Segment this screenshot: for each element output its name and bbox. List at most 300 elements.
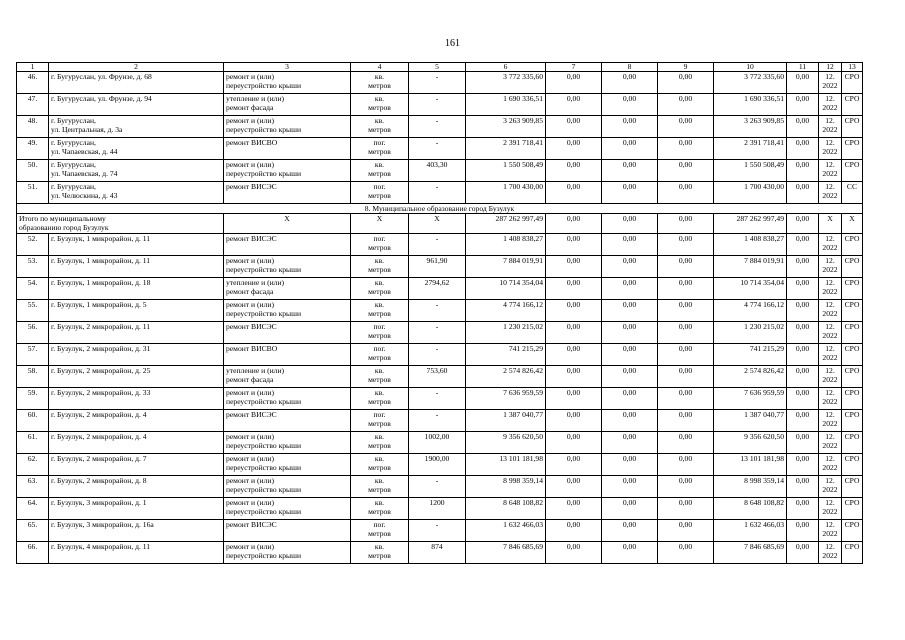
row-number-cell: 54. <box>17 278 49 300</box>
fund-7-cell: 0,00 <box>546 454 602 476</box>
table-row <box>17 256 863 278</box>
total-cost-cell: 1 550 508,49 <box>466 160 546 182</box>
unit-cell: кв. метров <box>351 116 409 138</box>
table-row <box>17 138 863 160</box>
total-cost-cell: 1 387 040,77 <box>466 410 546 432</box>
work-type-cell: ремонт и (или) переустройство крыши <box>224 160 351 182</box>
fund-10-cell: 9 356 620,50 <box>714 432 787 454</box>
work-type-cell: ремонт ВИСЭС <box>224 322 351 344</box>
total-cost-cell: 7 884 019,91 <box>466 256 546 278</box>
quantity-cell: - <box>409 520 466 542</box>
total-c11-cell: 0,00 <box>787 214 819 234</box>
row-number-cell: 65. <box>17 520 49 542</box>
fund-9-cell: 0,00 <box>658 278 714 300</box>
fund-8-cell: 0,00 <box>602 410 658 432</box>
fund-10-cell: 10 714 354,04 <box>714 278 787 300</box>
table-row <box>17 366 863 388</box>
fund-11-cell: 0,00 <box>787 454 819 476</box>
total-total-cell: 287 262 997,49 <box>466 214 546 234</box>
address-cell: г. Бузулук, 1 микрорайон, д. 5 <box>49 300 224 322</box>
address-cell: г. Бузулук, 2 микрорайон, д. 31 <box>49 344 224 366</box>
method-cell: СРО <box>842 410 863 432</box>
table-row <box>17 498 863 520</box>
fund-7-cell: 0,00 <box>546 116 602 138</box>
quantity-cell: - <box>409 344 466 366</box>
page-number: 161 <box>445 38 460 49</box>
quantity-cell: 753,60 <box>409 366 466 388</box>
fund-10-cell: 1 408 838,27 <box>714 234 787 256</box>
table-row <box>17 542 863 564</box>
fund-10-cell: 4 774 166,12 <box>714 300 787 322</box>
address-cell: г. Бугуруслан, ул. Чапаевская, д. 74 <box>49 160 224 182</box>
method-cell: СРО <box>842 256 863 278</box>
completion-date-cell: 12. 2022 <box>819 388 842 410</box>
fund-11-cell: 0,00 <box>787 520 819 542</box>
unit-cell: кв. метров <box>351 94 409 116</box>
fund-11-cell: 0,00 <box>787 72 819 94</box>
total-cost-cell: 3 263 909,85 <box>466 116 546 138</box>
table-row <box>17 388 863 410</box>
fund-10-cell: 1 387 040,77 <box>714 410 787 432</box>
fund-10-cell: 1 230 215,02 <box>714 322 787 344</box>
completion-date-cell: 12. 2022 <box>819 182 842 204</box>
table-row <box>17 116 863 138</box>
fund-11-cell: 0,00 <box>787 410 819 432</box>
method-cell: СРО <box>842 160 863 182</box>
work-type-cell: ремонт ВИСЭС <box>224 182 351 204</box>
fund-9-cell: 0,00 <box>658 300 714 322</box>
work-type-cell: ремонт и (или) переустройство крыши <box>224 388 351 410</box>
unit-cell: кв. метров <box>351 366 409 388</box>
completion-date-cell: 12. 2022 <box>819 160 842 182</box>
fund-8-cell: 0,00 <box>602 182 658 204</box>
address-cell: г. Бузулук, 2 микрорайон, д. 7 <box>49 454 224 476</box>
fund-7-cell: 0,00 <box>546 94 602 116</box>
fund-11-cell: 0,00 <box>787 234 819 256</box>
method-cell: СРО <box>842 234 863 256</box>
fund-11-cell: 0,00 <box>787 160 819 182</box>
total-row <box>17 214 863 234</box>
fund-11-cell: 0,00 <box>787 344 819 366</box>
fund-10-cell: 1 690 336,51 <box>714 94 787 116</box>
fund-9-cell: 0,00 <box>658 366 714 388</box>
total-cost-cell: 1 230 215,02 <box>466 322 546 344</box>
unit-cell: кв. метров <box>351 278 409 300</box>
work-type-cell: ремонт ВИСВО <box>224 138 351 160</box>
unit-cell: пог. метров <box>351 520 409 542</box>
fund-8-cell: 0,00 <box>602 300 658 322</box>
fund-9-cell: 0,00 <box>658 498 714 520</box>
work-type-cell: ремонт и (или) переустройство крыши <box>224 432 351 454</box>
fund-9-cell: 0,00 <box>658 234 714 256</box>
unit-cell: пог. метров <box>351 234 409 256</box>
fund-9-cell: 0,00 <box>658 454 714 476</box>
address-cell: г. Бузулук, 4 микрорайон, д. 11 <box>49 542 224 564</box>
fund-9-cell: 0,00 <box>658 94 714 116</box>
work-type-cell: ремонт и (или) переустройство крыши <box>224 300 351 322</box>
fund-7-cell: 0,00 <box>546 72 602 94</box>
unit-cell: кв. метров <box>351 256 409 278</box>
fund-9-cell: 0,00 <box>658 182 714 204</box>
fund-8-cell: 0,00 <box>602 72 658 94</box>
quantity-cell: 403,30 <box>409 160 466 182</box>
fund-9-cell: 0,00 <box>658 138 714 160</box>
work-type-cell: ремонт ВИСВО <box>224 344 351 366</box>
unit-cell: кв. метров <box>351 498 409 520</box>
quantity-cell: - <box>409 410 466 432</box>
completion-date-cell: 12. 2022 <box>819 344 842 366</box>
total-cost-cell: 4 774 166,12 <box>466 300 546 322</box>
row-number-cell: 48. <box>17 116 49 138</box>
work-type-cell: ремонт ВИСЭС <box>224 520 351 542</box>
fund-9-cell: 0,00 <box>658 542 714 564</box>
fund-8-cell: 0,00 <box>602 234 658 256</box>
completion-date-cell: 12. 2022 <box>819 94 842 116</box>
quantity-cell: 2794,62 <box>409 278 466 300</box>
total-cost-cell: 9 356 620,50 <box>466 432 546 454</box>
total-cost-cell: 1 700 430,00 <box>466 182 546 204</box>
column-number-13: 13 <box>842 63 863 72</box>
table-row <box>17 160 863 182</box>
column-number-2: 2 <box>49 63 224 72</box>
row-number-cell: 66. <box>17 542 49 564</box>
quantity-cell: - <box>409 300 466 322</box>
total-cost-cell: 1 690 336,51 <box>466 94 546 116</box>
fund-10-cell: 1 632 466,03 <box>714 520 787 542</box>
method-cell: СРО <box>842 72 863 94</box>
quantity-cell: 1900,00 <box>409 454 466 476</box>
fund-10-cell: 8 648 108,82 <box>714 498 787 520</box>
fund-7-cell: 0,00 <box>546 234 602 256</box>
total-work-cell: X <box>224 214 351 234</box>
row-number-cell: 52. <box>17 234 49 256</box>
fund-8-cell: 0,00 <box>602 498 658 520</box>
fund-9-cell: 0,00 <box>658 322 714 344</box>
column-number-5: 5 <box>409 63 466 72</box>
column-number-1: 1 <box>17 63 49 72</box>
section-header-row <box>17 204 863 214</box>
total-c9-cell: 0,00 <box>658 214 714 234</box>
fund-8-cell: 0,00 <box>602 344 658 366</box>
fund-8-cell: 0,00 <box>602 432 658 454</box>
total-c10-cell: 287 262 997,49 <box>714 214 787 234</box>
fund-7-cell: 0,00 <box>546 322 602 344</box>
unit-cell: кв. метров <box>351 432 409 454</box>
address-cell: г. Бугуруслан, ул. Фрунзе, д. 94 <box>49 94 224 116</box>
fund-8-cell: 0,00 <box>602 454 658 476</box>
quantity-cell: 874 <box>409 542 466 564</box>
total-cost-cell: 1 408 838,27 <box>466 234 546 256</box>
fund-8-cell: 0,00 <box>602 138 658 160</box>
address-cell: г. Бузулук, 1 микрорайон, д. 11 <box>49 234 224 256</box>
method-cell: СРО <box>842 454 863 476</box>
quantity-cell: - <box>409 234 466 256</box>
method-cell: СРО <box>842 278 863 300</box>
total-cost-cell: 2 391 718,41 <box>466 138 546 160</box>
fund-11-cell: 0,00 <box>787 138 819 160</box>
address-cell: г. Бузулук, 2 микрорайон, д. 11 <box>49 322 224 344</box>
work-type-cell: ремонт и (или) переустройство крыши <box>224 116 351 138</box>
fund-11-cell: 0,00 <box>787 182 819 204</box>
fund-9-cell: 0,00 <box>658 256 714 278</box>
total-unit-cell: X <box>351 214 409 234</box>
work-type-cell: утепление и (или) ремонт фасада <box>224 366 351 388</box>
completion-date-cell: 12. 2022 <box>819 498 842 520</box>
quantity-cell: - <box>409 116 466 138</box>
completion-date-cell: 12. 2022 <box>819 366 842 388</box>
column-number-row <box>17 63 863 72</box>
fund-8-cell: 0,00 <box>602 94 658 116</box>
address-cell: г. Бугуруслан, ул. Челюскина, д. 43 <box>49 182 224 204</box>
quantity-cell: - <box>409 182 466 204</box>
work-type-cell: ремонт и (или) переустройство крыши <box>224 454 351 476</box>
total-cost-cell: 3 772 335,60 <box>466 72 546 94</box>
total-cost-cell: 13 101 181,98 <box>466 454 546 476</box>
row-number-cell: 47. <box>17 94 49 116</box>
fund-10-cell: 741 215,29 <box>714 344 787 366</box>
quantity-cell: 961,90 <box>409 256 466 278</box>
fund-7-cell: 0,00 <box>546 138 602 160</box>
quantity-cell: - <box>409 388 466 410</box>
row-number-cell: 46. <box>17 72 49 94</box>
fund-7-cell: 0,00 <box>546 366 602 388</box>
method-cell: СРО <box>842 432 863 454</box>
completion-date-cell: 12. 2022 <box>819 520 842 542</box>
method-cell: СРО <box>842 388 863 410</box>
method-cell: СРО <box>842 520 863 542</box>
method-cell: СРО <box>842 94 863 116</box>
unit-cell: кв. метров <box>351 72 409 94</box>
work-type-cell: ремонт и (или) переустройство крыши <box>224 498 351 520</box>
fund-9-cell: 0,00 <box>658 160 714 182</box>
row-number-cell: 55. <box>17 300 49 322</box>
fund-10-cell: 7 846 685,69 <box>714 542 787 564</box>
completion-date-cell: 12. 2022 <box>819 410 842 432</box>
total-cost-cell: 7 636 959,59 <box>466 388 546 410</box>
total-cost-cell: 7 846 685,69 <box>466 542 546 564</box>
capital-repair-table <box>16 62 863 564</box>
fund-10-cell: 3 772 335,60 <box>714 72 787 94</box>
quantity-cell: - <box>409 138 466 160</box>
section-title: 8. Муниципальное образование город Бузулук <box>17 204 863 214</box>
fund-7-cell: 0,00 <box>546 278 602 300</box>
table-row <box>17 72 863 94</box>
completion-date-cell: 12. 2022 <box>819 138 842 160</box>
work-type-cell: ремонт и (или) переустройство крыши <box>224 542 351 564</box>
column-number-9: 9 <box>658 63 714 72</box>
total-c7-cell: 0,00 <box>546 214 602 234</box>
column-number-7: 7 <box>546 63 602 72</box>
table-row <box>17 322 863 344</box>
row-number-cell: 49. <box>17 138 49 160</box>
method-cell: СРО <box>842 322 863 344</box>
fund-8-cell: 0,00 <box>602 322 658 344</box>
fund-8-cell: 0,00 <box>602 476 658 498</box>
fund-10-cell: 8 998 359,14 <box>714 476 787 498</box>
method-cell: СРО <box>842 366 863 388</box>
fund-9-cell: 0,00 <box>658 520 714 542</box>
address-cell: г. Бузулук, 3 микрорайон, д. 16а <box>49 520 224 542</box>
work-type-cell: ремонт и (или) переустройство крыши <box>224 256 351 278</box>
unit-cell: пог. метров <box>351 344 409 366</box>
fund-9-cell: 0,00 <box>658 116 714 138</box>
work-type-cell: утепление и (или) ремонт фасада <box>224 278 351 300</box>
fund-7-cell: 0,00 <box>546 388 602 410</box>
fund-11-cell: 0,00 <box>787 432 819 454</box>
completion-date-cell: 12. 2022 <box>819 234 842 256</box>
unit-cell: кв. метров <box>351 160 409 182</box>
table-row <box>17 344 863 366</box>
fund-9-cell: 0,00 <box>658 72 714 94</box>
column-number-4: 4 <box>351 63 409 72</box>
fund-11-cell: 0,00 <box>787 116 819 138</box>
row-number-cell: 60. <box>17 410 49 432</box>
fund-7-cell: 0,00 <box>546 410 602 432</box>
quantity-cell: - <box>409 476 466 498</box>
work-type-cell: ремонт и (или) переустройство крыши <box>224 476 351 498</box>
fund-9-cell: 0,00 <box>658 476 714 498</box>
table-row <box>17 278 863 300</box>
fund-9-cell: 0,00 <box>658 432 714 454</box>
quantity-cell: 1002,00 <box>409 432 466 454</box>
fund-10-cell: 1 700 430,00 <box>714 182 787 204</box>
address-cell: г. Бугуруслан, ул. Фрунзе, д. 68 <box>49 72 224 94</box>
fund-7-cell: 0,00 <box>546 300 602 322</box>
fund-8-cell: 0,00 <box>602 256 658 278</box>
method-cell: СРО <box>842 138 863 160</box>
fund-9-cell: 0,00 <box>658 410 714 432</box>
completion-date-cell: 12. 2022 <box>819 542 842 564</box>
fund-11-cell: 0,00 <box>787 498 819 520</box>
completion-date-cell: 12. 2022 <box>819 278 842 300</box>
fund-11-cell: 0,00 <box>787 256 819 278</box>
unit-cell: кв. метров <box>351 388 409 410</box>
table-row <box>17 94 863 116</box>
total-cost-cell: 8 998 359,14 <box>466 476 546 498</box>
column-number-11: 11 <box>787 63 819 72</box>
row-number-cell: 57. <box>17 344 49 366</box>
row-number-cell: 53. <box>17 256 49 278</box>
method-cell: СРО <box>842 300 863 322</box>
completion-date-cell: 12. 2022 <box>819 256 842 278</box>
fund-10-cell: 7 884 019,91 <box>714 256 787 278</box>
work-type-cell: утепление и (или) ремонт фасада <box>224 94 351 116</box>
total-cost-cell: 1 632 466,03 <box>466 520 546 542</box>
total-date-cell: X <box>819 214 842 234</box>
address-cell: г. Бугуруслан, ул. Центральная, д. 3а <box>49 116 224 138</box>
completion-date-cell: 12. 2022 <box>819 72 842 94</box>
unit-cell: кв. метров <box>351 542 409 564</box>
address-cell: г. Бузулук, 3 микрорайон, д. 1 <box>49 498 224 520</box>
fund-8-cell: 0,00 <box>602 388 658 410</box>
total-label-cell: Итого по муниципальному образованию город Бузулук <box>17 214 224 234</box>
table-row <box>17 234 863 256</box>
fund-11-cell: 0,00 <box>787 300 819 322</box>
fund-11-cell: 0,00 <box>787 542 819 564</box>
table-row <box>17 182 863 204</box>
fund-7-cell: 0,00 <box>546 182 602 204</box>
completion-date-cell: 12. 2022 <box>819 300 842 322</box>
unit-cell: кв. метров <box>351 300 409 322</box>
quantity-cell: 1200 <box>409 498 466 520</box>
fund-11-cell: 0,00 <box>787 94 819 116</box>
row-number-cell: 61. <box>17 432 49 454</box>
address-cell: г. Бузулук, 2 микрорайон, д. 8 <box>49 476 224 498</box>
work-type-cell: ремонт и (или) переустройство крыши <box>224 72 351 94</box>
fund-9-cell: 0,00 <box>658 388 714 410</box>
table-row <box>17 520 863 542</box>
work-type-cell: ремонт ВИСЭС <box>224 410 351 432</box>
address-cell: г. Бузулук, 2 микрорайон, д. 4 <box>49 410 224 432</box>
fund-8-cell: 0,00 <box>602 366 658 388</box>
fund-8-cell: 0,00 <box>602 542 658 564</box>
quantity-cell: - <box>409 322 466 344</box>
column-number-10: 10 <box>714 63 787 72</box>
total-cost-cell: 10 714 354,04 <box>466 278 546 300</box>
total-c8-cell: 0,00 <box>602 214 658 234</box>
unit-cell: кв. метров <box>351 476 409 498</box>
fund-7-cell: 0,00 <box>546 160 602 182</box>
fund-10-cell: 2 574 826,42 <box>714 366 787 388</box>
unit-cell: пог. метров <box>351 182 409 204</box>
fund-10-cell: 7 636 959,59 <box>714 388 787 410</box>
address-cell: г. Бузулук, 1 микрорайон, д. 18 <box>49 278 224 300</box>
fund-8-cell: 0,00 <box>602 160 658 182</box>
row-number-cell: 64. <box>17 498 49 520</box>
address-cell: г. Бузулук, 2 микрорайон, д. 33 <box>49 388 224 410</box>
method-cell: СРО <box>842 344 863 366</box>
column-number-3: 3 <box>224 63 351 72</box>
fund-11-cell: 0,00 <box>787 278 819 300</box>
work-type-cell: ремонт ВИСЭС <box>224 234 351 256</box>
fund-10-cell: 13 101 181,98 <box>714 454 787 476</box>
row-number-cell: 59. <box>17 388 49 410</box>
unit-cell: кв. метров <box>351 454 409 476</box>
fund-9-cell: 0,00 <box>658 344 714 366</box>
unit-cell: пог. метров <box>351 322 409 344</box>
fund-7-cell: 0,00 <box>546 432 602 454</box>
quantity-cell: - <box>409 72 466 94</box>
unit-cell: пог. метров <box>351 410 409 432</box>
row-number-cell: 51. <box>17 182 49 204</box>
column-number-6: 6 <box>466 63 546 72</box>
fund-10-cell: 1 550 508,49 <box>714 160 787 182</box>
fund-7-cell: 0,00 <box>546 520 602 542</box>
row-number-cell: 58. <box>17 366 49 388</box>
total-cost-cell: 741 215,29 <box>466 344 546 366</box>
address-cell: г. Бугуруслан, ул. Чапаевская, д. 44 <box>49 138 224 160</box>
fund-8-cell: 0,00 <box>602 116 658 138</box>
address-cell: г. Бузулук, 2 микрорайон, д. 25 <box>49 366 224 388</box>
fund-7-cell: 0,00 <box>546 344 602 366</box>
completion-date-cell: 12. 2022 <box>819 116 842 138</box>
total-cost-cell: 2 574 826,42 <box>466 366 546 388</box>
fund-7-cell: 0,00 <box>546 542 602 564</box>
fund-11-cell: 0,00 <box>787 476 819 498</box>
unit-cell: пог. метров <box>351 138 409 160</box>
fund-11-cell: 0,00 <box>787 388 819 410</box>
quantity-cell: - <box>409 94 466 116</box>
completion-date-cell: 12. 2022 <box>819 454 842 476</box>
fund-7-cell: 0,00 <box>546 256 602 278</box>
row-number-cell: 50. <box>17 160 49 182</box>
table-row <box>17 300 863 322</box>
fund-10-cell: 2 391 718,41 <box>714 138 787 160</box>
fund-7-cell: 0,00 <box>546 498 602 520</box>
fund-10-cell: 3 263 909,85 <box>714 116 787 138</box>
row-number-cell: 62. <box>17 454 49 476</box>
row-number-cell: 56. <box>17 322 49 344</box>
